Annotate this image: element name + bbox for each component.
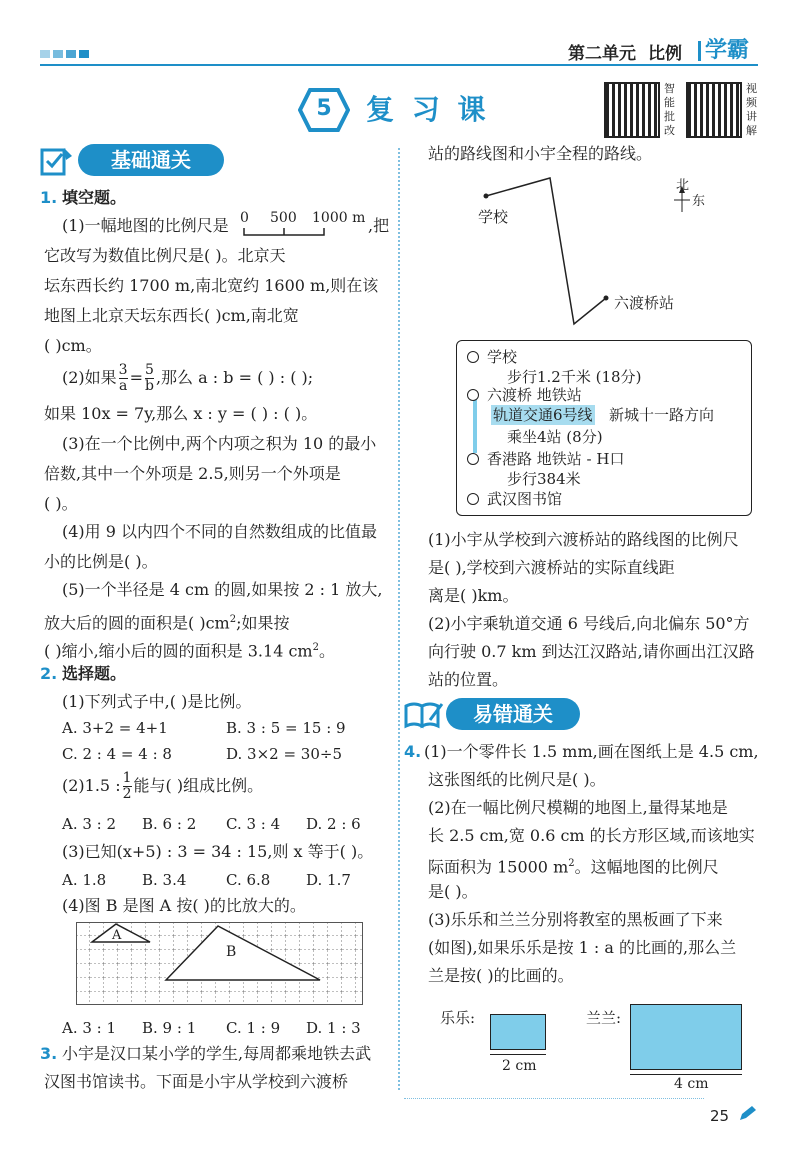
lesson-title: 复 习 课 bbox=[366, 93, 490, 126]
header-decor bbox=[40, 50, 90, 58]
section-error-title: 易错通关 bbox=[446, 698, 580, 730]
q4-line5: 际面积为 15000 $m^2$。这幅地图的比例尺 bbox=[428, 857, 719, 877]
q4-line1: (1)一个零件长 1.5 mm,画在图纸上是 4.5 cm, bbox=[424, 742, 759, 761]
q1-line14: 放大后的圆的面积是( )$cm^2$;如果按 bbox=[44, 613, 290, 633]
route-map bbox=[440, 168, 740, 338]
q4-number: 4. bbox=[404, 742, 422, 761]
q3-answer-line5: 向行驶 0.7 km 到达江汉路站,请你画出江汉路 bbox=[428, 642, 755, 661]
q3-line3: 站的路线图和小宇全程的路线。 bbox=[428, 144, 653, 163]
q1-line4: 地图上北京天坛东西长( )cm,南北宽 bbox=[44, 306, 299, 325]
blackboard-lanlan bbox=[630, 1004, 742, 1070]
page-number: 25 bbox=[710, 1107, 730, 1125]
q2-number: 2. bbox=[40, 664, 58, 683]
q4-line3: (2)在一幅比例尺模糊的地图上,量得某地是 bbox=[428, 798, 728, 817]
q2-part4: (4)图 B 是图 A 按( )的比放大的。 bbox=[62, 896, 306, 915]
q1-line7: 如果 10x = 7y,那么 x : y = ( ) : ( )。 bbox=[44, 404, 318, 423]
qr-label-marking: 智能批改 bbox=[664, 82, 675, 137]
q3-answer-line3: 离是( )km。 bbox=[428, 586, 519, 605]
q1-line1b: ,把 bbox=[368, 216, 390, 235]
route-box bbox=[456, 340, 752, 516]
q2-p1-option-c: C. 2 : 4 = 4 : 8 bbox=[62, 745, 172, 763]
q1-line9: 倍数,其中一个外项是 2.5,则另一个外项是 bbox=[44, 464, 341, 483]
q3-answer-line2: 是( ),学校到六渡桥站的实际直线距 bbox=[428, 558, 675, 577]
q1-title: 填空题。 bbox=[62, 188, 127, 207]
route-stop-liuduqiao: 六渡桥 地铁站 bbox=[487, 386, 582, 404]
grid-label-a: A bbox=[112, 928, 122, 943]
q4-line2: 这张图纸的比例尺是( )。 bbox=[428, 770, 606, 789]
stop-circle bbox=[467, 453, 479, 465]
q1-line5: ( )cm。 bbox=[44, 336, 102, 355]
q4-line9: 兰是按( )的比画的。 bbox=[428, 966, 574, 985]
q3-answer-line6: 站的位置。 bbox=[428, 670, 509, 689]
fraction-3-a: $\frac{3}{a}$ bbox=[118, 362, 128, 394]
stop-circle bbox=[467, 351, 479, 363]
q3-answer-line1: (1)小宇从学校到六渡桥站的路线图的比例尺 bbox=[428, 530, 739, 549]
q2-part3: (3)已知(x+5) : 3 = 34 : 15,则 x 等于( )。 bbox=[62, 842, 374, 861]
qr-code-marking[interactable] bbox=[604, 82, 660, 138]
route-stop-school: 学校 bbox=[487, 348, 518, 366]
q1-line10: ( )。 bbox=[44, 494, 78, 513]
q3-answer-line4: (2)小宇乘轨道交通 6 号线后,向北偏东 50°方 bbox=[428, 614, 750, 633]
q4-line6: 是( )。 bbox=[428, 882, 478, 901]
q2-p3-option-a: A. 1.8 bbox=[62, 871, 107, 889]
grid-figure bbox=[76, 922, 368, 1006]
q2-part2: (2)1.5 : $\frac{1}{2}$ 能与( )组成比例。 bbox=[62, 770, 264, 802]
label-lanlan: 兰兰: bbox=[586, 1009, 622, 1027]
q1-line1a: (1)一幅地图的比例尺是 bbox=[62, 216, 229, 235]
map-label-station: 六渡桥站 bbox=[614, 294, 675, 312]
scale-bar bbox=[238, 210, 370, 236]
fraction-5-b: $\frac{5}{b}$ bbox=[145, 362, 154, 394]
section-basic-title: 基础通关 bbox=[78, 144, 224, 176]
q2-p2-option-a: A. 3 : 2 bbox=[62, 815, 117, 833]
q2-p4-option-c: C. 1 : 9 bbox=[226, 1019, 281, 1037]
qr-label-video: 视频讲解 bbox=[746, 82, 757, 137]
checklist-icon bbox=[40, 146, 74, 176]
route-ride: 乘坐4站 (8分) bbox=[507, 428, 603, 446]
scale-tick-1000: 1000 m bbox=[312, 210, 366, 226]
route-line-6: 轨道交通6号线 bbox=[493, 406, 593, 424]
q2-p1-option-d: D. 3×2 = 30÷5 bbox=[226, 745, 342, 763]
q3-line2: 汉图书馆读书。下面是小宇从学校到六渡桥 bbox=[44, 1072, 349, 1091]
q4-line4: 长 2.5 cm,宽 0.6 cm 的长方形区域,而该地实 bbox=[428, 826, 755, 845]
q2-p4-option-d: D. 1 : 3 bbox=[306, 1019, 361, 1037]
dimension-line-lele bbox=[490, 1054, 546, 1055]
qr-code-video[interactable] bbox=[686, 82, 742, 138]
scale-tick-500: 500 bbox=[270, 210, 297, 226]
q2-p1-option-b: B. 3 : 5 = 15 : 9 bbox=[226, 719, 346, 737]
header-rule bbox=[40, 64, 758, 66]
q1-line2: 它改写为数值比例尺是( )。北京天 bbox=[44, 246, 286, 265]
q2-p1-option-a: A. 3+2 = 4+1 bbox=[62, 719, 168, 737]
q1-line13: (5)一个半径是 4 cm 的圆,如果按 2 : 1 放大, bbox=[62, 580, 383, 599]
q2-p3-option-b: B. 3.4 bbox=[142, 871, 187, 889]
scale-tick-0: 0 bbox=[240, 210, 249, 226]
q2-p4-option-b: B. 9 : 1 bbox=[142, 1019, 197, 1037]
stop-circle bbox=[467, 493, 479, 505]
route-walk-1: 步行1.2千米 (18分) bbox=[507, 368, 642, 386]
q2-p2-option-b: B. 6 : 2 bbox=[142, 815, 197, 833]
brand-logo: 学霸 bbox=[698, 41, 749, 61]
q3-number: 3. bbox=[40, 1044, 58, 1063]
stop-circle bbox=[467, 389, 479, 401]
compass-east: 东 bbox=[692, 194, 706, 209]
q1-line6: (2)如果 $\frac{3}{a}$ = $\frac{5}{b}$ ,那么 a : b = ( ) : ( ); bbox=[62, 362, 314, 394]
grid-label-b: B bbox=[226, 944, 237, 960]
q3-line1: 小宇是汉口某小学的学生,每周都乘地铁去武 bbox=[62, 1044, 372, 1063]
q1-line6a: (2)如果 bbox=[62, 368, 117, 387]
q1-number: 1. bbox=[40, 188, 58, 207]
route-walk-2: 步行384米 bbox=[507, 470, 581, 488]
q2-title: 选择题。 bbox=[62, 664, 127, 683]
fraction-1-2: $\frac{1}{2}$ bbox=[122, 770, 132, 802]
label-lele: 乐乐: bbox=[440, 1009, 476, 1027]
q2-part1: (1)下列式子中,( )是比例。 bbox=[62, 692, 252, 711]
q2-p3-option-d: D. 1.7 bbox=[306, 871, 351, 889]
q1-line6b: ,那么 a : b = ( ) : ( ); bbox=[155, 368, 314, 387]
q2-p2-option-c: C. 3 : 4 bbox=[226, 815, 281, 833]
blackboard-lele bbox=[490, 1014, 546, 1050]
q2-p4-option-a: A. 3 : 1 bbox=[62, 1019, 117, 1037]
route-stop-library: 武汉图书馆 bbox=[487, 490, 563, 508]
pencil-icon bbox=[738, 1104, 758, 1122]
q4-line8: (如图),如果乐乐是按 1 : a 的比画的,那么兰 bbox=[428, 938, 737, 957]
column-divider bbox=[398, 148, 400, 1090]
header-chapter: 比例 bbox=[648, 44, 682, 64]
notebook-pen-icon bbox=[404, 700, 444, 730]
route-direction: 新城十一路方向 bbox=[609, 406, 715, 424]
width-lanlan: 4 cm bbox=[674, 1076, 709, 1092]
q1-line3: 坛东西长约 1700 m,南北宽约 1600 m,则在该 bbox=[44, 276, 379, 295]
footer-rule bbox=[404, 1098, 704, 1099]
compass-north: 北 bbox=[676, 178, 690, 193]
lesson-number: 5 bbox=[316, 96, 332, 121]
q1-line8: (3)在一个比例中,两个内项之积为 10 的最小 bbox=[62, 434, 377, 453]
lesson-badge bbox=[298, 88, 350, 132]
q1-line15: ( )缩小,缩小后的圆的面积是 3.14 $cm^2$。 bbox=[44, 641, 335, 661]
map-label-school: 学校 bbox=[478, 208, 509, 226]
header-unit: 第二单元 bbox=[568, 44, 636, 64]
q4-line7: (3)乐乐和兰兰分别将教室的黑板画了下来 bbox=[428, 910, 723, 929]
q2-p3-option-c: C. 6.8 bbox=[226, 871, 271, 889]
q1-line11: (4)用 9 以内四个不同的自然数组成的比值最 bbox=[62, 522, 378, 541]
q1-line12: 小的比例是( )。 bbox=[44, 552, 158, 571]
route-stop-xianggang: 香港路 地铁站 - H口 bbox=[487, 450, 625, 468]
q2-p2-option-d: D. 2 : 6 bbox=[306, 815, 361, 833]
width-lele: 2 cm bbox=[502, 1058, 537, 1074]
